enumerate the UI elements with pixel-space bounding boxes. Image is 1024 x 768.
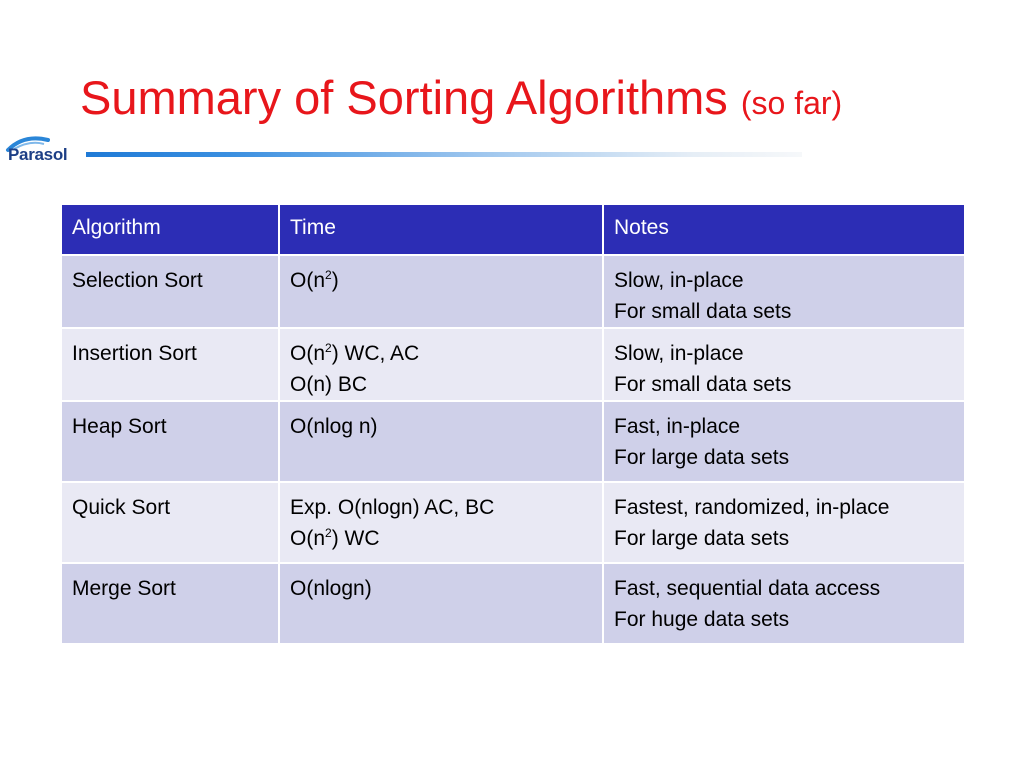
notes-cell: [603, 482, 965, 563]
notes-cell: [603, 563, 965, 644]
note-line: Fast, in-place: [614, 415, 741, 438]
algorithm-name: Merge Sort: [72, 577, 176, 600]
table-row: [61, 255, 965, 328]
notes-cell: [603, 401, 965, 482]
time-line: [290, 492, 592, 523]
algorithm-name: Quick Sort: [72, 496, 171, 519]
note-line: Slow, in-place: [614, 269, 744, 292]
note-line: Fastest, randomized, in-place: [614, 496, 890, 519]
header-time: Time: [279, 204, 603, 255]
time-pre: O(n) BC: [290, 373, 368, 396]
time-line: [290, 338, 592, 369]
header-notes: Notes: [603, 204, 965, 255]
table-row: [61, 482, 965, 563]
time-sup: 2: [325, 341, 332, 355]
table-header-row: [61, 204, 965, 255]
time-line: [290, 369, 592, 400]
note-line: For small data sets: [614, 373, 792, 396]
algorithm-cell: [61, 328, 279, 401]
time-line: [290, 523, 592, 554]
note-line: Fast, sequential data access: [614, 577, 881, 600]
slide-title-main: Summary of Sorting Algorithms: [80, 71, 728, 124]
notes-cell: [603, 255, 965, 328]
time-cell: [279, 482, 603, 563]
time-pre: O(nlog n): [290, 415, 378, 438]
time-post: ) WC, AC: [331, 342, 420, 365]
note-line: Slow, in-place: [614, 342, 744, 365]
time-pre: Exp. O(nlogn) AC, BC: [290, 496, 495, 519]
time-sup: 2: [325, 268, 332, 282]
note-line: For huge data sets: [614, 608, 790, 631]
slide-title: [80, 70, 842, 131]
time-cell: [279, 255, 603, 328]
algorithm-cell: [61, 255, 279, 328]
note-line: For small data sets: [614, 300, 792, 323]
time-cell: [279, 563, 603, 644]
note-line: For large data sets: [614, 527, 790, 550]
algorithm-cell: [61, 563, 279, 644]
time-sup: 2: [325, 526, 332, 540]
parasol-logo: [4, 132, 80, 168]
slide-title-suffix: (so far): [740, 85, 843, 121]
logo-text: Parasol: [8, 145, 68, 164]
time-cell: [279, 328, 603, 401]
table-row: [61, 563, 965, 644]
algorithm-name: Heap Sort: [72, 415, 167, 438]
algorithm-name: Selection Sort: [72, 269, 203, 292]
time-cell: [279, 401, 603, 482]
table-row: [61, 328, 965, 401]
notes-cell: [603, 328, 965, 401]
time-line: [290, 411, 592, 442]
table-row: [61, 401, 965, 482]
time-pre: O(n: [290, 269, 326, 292]
sorting-table: [60, 203, 966, 645]
time-pre: O(n: [290, 342, 326, 365]
time-line: [290, 573, 592, 604]
algorithm-cell: [61, 482, 279, 563]
algorithm-cell: [61, 401, 279, 482]
note-line: For large data sets: [614, 446, 790, 469]
header-algorithm: Algorithm: [61, 204, 279, 255]
algorithm-name: Insertion Sort: [72, 342, 197, 365]
time-post: ): [331, 269, 339, 292]
time-post: ) WC: [331, 527, 380, 550]
time-pre: O(n: [290, 527, 326, 550]
time-line: [290, 265, 592, 296]
title-rule: [86, 152, 802, 157]
time-pre: O(nlogn): [290, 577, 372, 600]
